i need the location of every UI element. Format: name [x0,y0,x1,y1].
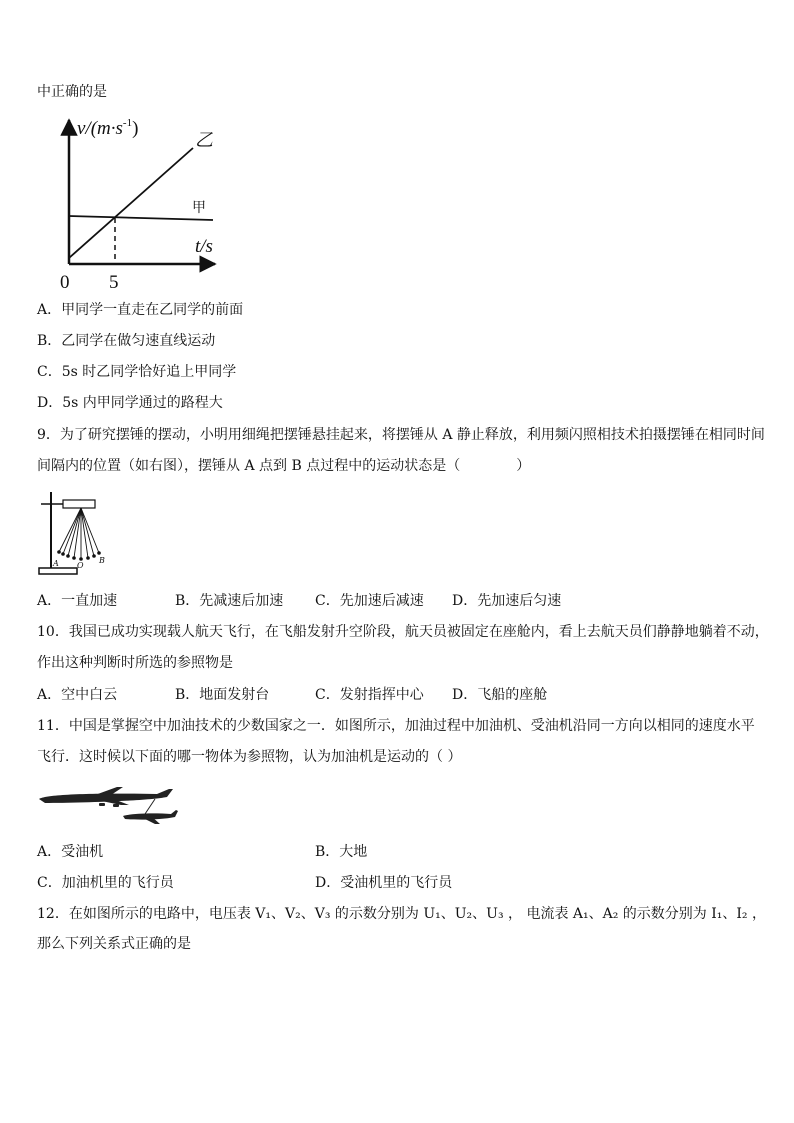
q9-text-line2: 间隔内的位置（如右图），摆锤从 A 点到 B 点过程中的运动状态是（ ） [37,458,531,474]
label-b: B [99,556,105,565]
q9-option-c: C．先加速后减速 [315,593,424,609]
x-axis-label: t/s [195,236,213,257]
q8-option-c: C．5s 时乙同学恰好追上甲同学 [37,364,237,380]
clamp [63,500,95,508]
pendulum-figure [37,488,117,578]
q11-text-line1: 11．中国是掌握空中加油技术的少数国家之一．如图所示，加油过程中加油机、受油机沿同一方向以相同的速度水平 [37,718,755,734]
q8-option-a: A．甲同学一直走在乙同学的前面 [37,302,244,318]
q10-text-line1: 10．我国已成功实现载人航天飞行，在飞船发射升空阶段，航天员被固定在座舱内，看上去航天员们静静地躺着不动， [37,624,769,640]
line-yi [69,148,193,258]
refuel-hose [145,799,155,814]
q8-option-b: B．乙同学在做匀速直线运动 [37,333,216,349]
line-jia [69,216,213,220]
intro-text: 中正确的是 [37,84,107,100]
q10-text-line2: 作出这种判断时所选的参照物是 [37,655,233,671]
tanker-plane [39,787,173,807]
q10-option-b: B．地面发射台 [175,687,270,703]
q10-option-a: A．空中白云 [37,687,118,703]
pendulum-strings [59,508,99,559]
velocity-time-graph [55,112,255,292]
q12-text-line1: 12．在如图所示的电路中，电压表 V₁、V₂、V₃ 的示数分别为 U₁、U₂、U₃ ， 电流表 A₁、A₂ 的示数分别为 I₁、I₂ ， [37,906,766,922]
q9-option-a: A．一直加速 [37,593,118,609]
origin-label: 0 [60,272,70,292]
label-yi: 乙 [195,130,213,151]
stand-base [39,568,77,574]
q9-option-b: B．先减速后加速 [175,593,284,609]
receiver-plane [123,810,178,824]
q11-option-d: D．受油机里的飞行员 [315,875,453,891]
q11-text-line2: 飞行．这时候以下面的哪一物体为参照物，认为加油机是运动的（ ） [37,749,462,765]
label-o: O [77,561,84,570]
y-axis-label: $v/(m\cdot s^{-1})$ [77,117,139,139]
q10-option-d: D．飞船的座舱 [452,687,548,703]
q12-text-line2: 那么下列关系式正确的是 [37,936,191,952]
label-jia: 甲 [192,200,206,216]
refueling-aircraft-figure [37,783,179,827]
label-a: A [53,559,59,568]
tick-label-5: 5 [109,272,119,292]
q9-option-d: D．先加速后匀速 [452,593,562,609]
q10-option-c: C．发射指挥中心 [315,687,424,703]
q11-option-c: C．加油机里的飞行员 [37,875,174,891]
q11-option-a: A．受油机 [37,844,104,860]
q11-option-b: B．大地 [315,844,368,860]
q8-option-d: D．5s 内甲同学通过的路程大 [37,395,223,411]
q9-text-line1: 9．为了研究摆锤的摆动，小明用细绳把摆锤悬挂起来，将摆锤从 A 静止释放，利用频闪照相技术拍摄摆锤在相同时间 [37,427,765,443]
